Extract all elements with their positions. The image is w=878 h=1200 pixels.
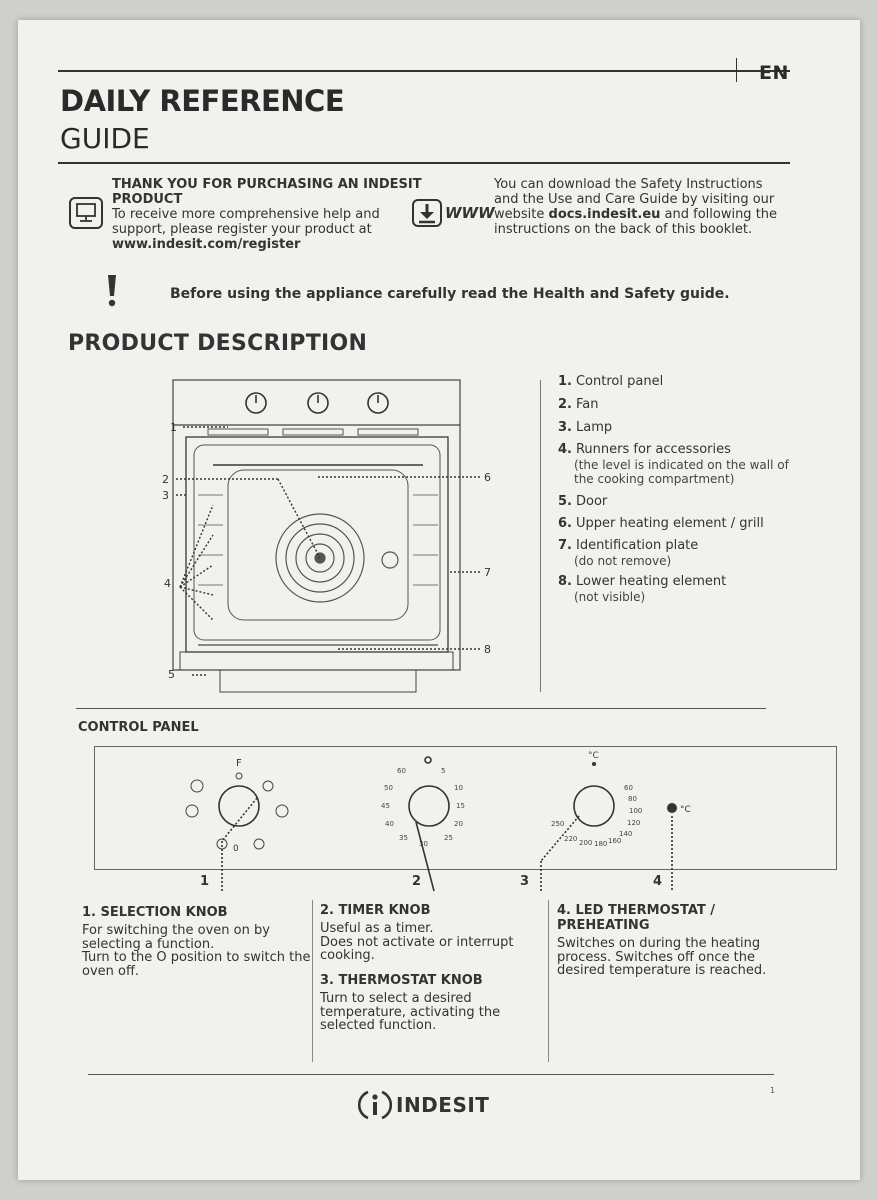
led-thermostat-text: Switches on during the heating process. Switches off once the desired temperature is reached.: [557, 936, 767, 978]
column-divider-1: [312, 900, 313, 1062]
intro-left-text1: To receive more comprehensive help and: [112, 207, 380, 222]
selection-knob-text: For switching the oven on by selecting a function. Turn to the O position to switch the oven off.: [82, 923, 311, 979]
download-icon: [411, 198, 495, 228]
led-label: °C: [680, 805, 691, 815]
indesit-logo-icon: [358, 1088, 392, 1122]
timer-knob-text: Useful as a timer. Does not activate or interrupt cooking.: [320, 921, 514, 963]
knob-number-4: 4: [653, 874, 663, 889]
monitor-icon: [68, 196, 104, 234]
register-link[interactable]: www.indesit.com/register: [112, 237, 301, 252]
legend-item-4-note1: (the level is indicated on the wall of: [574, 458, 789, 472]
svg-text:15: 15: [456, 802, 465, 810]
svg-text:60: 60: [397, 767, 406, 775]
svg-text:50: 50: [384, 784, 393, 792]
callout-8: 8: [484, 643, 491, 656]
intro-right-line1: You can download the Safety Instructions: [494, 177, 763, 192]
callout-6: 6: [484, 471, 491, 484]
knob-number-3: 3: [520, 874, 530, 889]
footer-rule: [88, 1074, 774, 1075]
lamp: [382, 552, 398, 568]
product-description-title: PRODUCT DESCRIPTION: [68, 331, 368, 356]
legend-item-1: 1. Control panel: [558, 374, 664, 389]
callout-4: 4: [164, 577, 171, 590]
legend-item-4: 4. Runners for accessories: [558, 442, 731, 457]
www-label: WWW: [445, 204, 495, 222]
knob-number-1: 1: [200, 874, 210, 889]
callout-2: 2: [162, 473, 169, 486]
docs-link[interactable]: docs.indesit.eu: [548, 207, 661, 222]
page-number: 1: [770, 1086, 776, 1095]
svg-text:100: 100: [629, 807, 643, 815]
legend-item-3: 3. Lamp: [558, 420, 613, 435]
header-rule: [58, 70, 790, 72]
legend-item-2: 2. Fan: [558, 397, 599, 412]
page-title-line1: DAILY REFERENCE: [60, 84, 345, 118]
legend-item-4-note2: the cooking compartment): [574, 472, 735, 486]
svg-text:10: 10: [454, 784, 463, 792]
intro-right-line3-post: and following the: [664, 207, 778, 222]
svg-text:40: 40: [385, 820, 394, 828]
svg-text:35: 35: [399, 834, 408, 842]
control-panel-title: CONTROL PANEL: [78, 720, 199, 735]
svg-text:220: 220: [564, 835, 578, 843]
selection-mark-0: 0: [233, 844, 239, 854]
svg-text:20: 20: [454, 820, 463, 828]
svg-text:25: 25: [444, 834, 453, 842]
legend-item-8: 8. Lower heating element: [558, 574, 727, 589]
legend-item-8-note: (not visible): [574, 590, 646, 604]
svg-text:120: 120: [627, 819, 641, 827]
control-panel-diagram: [94, 746, 837, 916]
svg-text:5: 5: [441, 767, 446, 775]
function-icons: [186, 773, 288, 849]
warning-text: Before using the appliance carefully read the Health and Safety guide.: [170, 286, 730, 302]
callout-1: 1: [170, 421, 177, 434]
page-title-line2: GUIDE: [60, 122, 150, 155]
language-label: EN: [759, 62, 789, 84]
title-rule: [58, 162, 790, 164]
selection-knob-heading: 1. SELECTION KNOB: [82, 905, 228, 920]
led-indicator: [667, 803, 677, 813]
intro-right: [494, 177, 777, 237]
exclamation-icon: [106, 274, 118, 312]
control-panel-rule: [76, 708, 766, 709]
selection-mark-f: F: [236, 758, 242, 769]
svg-text:80: 80: [628, 795, 637, 803]
manual-page: [18, 20, 860, 1180]
brand-name: INDESIT: [396, 1093, 490, 1117]
legend-item-6: 6. Upper heating element / grill: [558, 516, 764, 531]
knob-number-2: 2: [412, 874, 422, 889]
svg-text:140: 140: [619, 830, 633, 838]
thermostat-knob: [574, 786, 614, 826]
svg-text:250: 250: [551, 820, 565, 828]
callout-7: 7: [484, 566, 491, 579]
legend-divider: [540, 380, 541, 692]
intro-right-line4: instructions on the back of this booklet.: [494, 222, 753, 237]
column-divider-2: [548, 900, 549, 1062]
timer-knob-heading: 2. TIMER KNOB: [320, 903, 431, 918]
intro-left-text2: support, please register your product at: [112, 222, 372, 237]
svg-text:°C: °C: [588, 751, 599, 761]
intro-left-heading1: THANK YOU FOR PURCHASING AN INDESIT: [112, 177, 422, 192]
svg-text:45: 45: [381, 802, 390, 810]
callout-5: 5: [168, 668, 175, 681]
intro-right-line3-pre: website: [494, 207, 545, 222]
svg-text:60: 60: [624, 784, 633, 792]
header-divider: [736, 58, 737, 82]
intro-left-heading2: PRODUCT: [112, 192, 183, 207]
thermostat-knob-text: Turn to select a desired temperature, activating the selected function.: [320, 991, 501, 1033]
intro-right-line2: and the Use and Care Guide by visiting our: [494, 192, 775, 207]
legend-item-7: 7. Identification plate: [558, 538, 699, 553]
led-thermostat-heading: 4. LED THERMOSTAT / PREHEATING: [557, 903, 716, 933]
thermostat-knob-heading: 3. THERMOSTAT KNOB: [320, 973, 483, 988]
intro-left: [112, 177, 422, 252]
svg-text:30: 30: [419, 840, 428, 848]
svg-text:160: 160: [608, 837, 622, 845]
svg-text:200: 200: [579, 839, 593, 847]
thermostat-marks: [551, 751, 642, 848]
control-knobs: [246, 393, 388, 413]
timer-marks: [381, 767, 465, 848]
oven-diagram: [128, 375, 508, 705]
svg-text:180: 180: [594, 840, 608, 848]
callout-3: 3: [162, 489, 169, 502]
legend-item-7-note: (do not remove): [574, 554, 672, 568]
legend-item-5: 5. Door: [558, 494, 608, 509]
brand-logo: [358, 1088, 489, 1122]
